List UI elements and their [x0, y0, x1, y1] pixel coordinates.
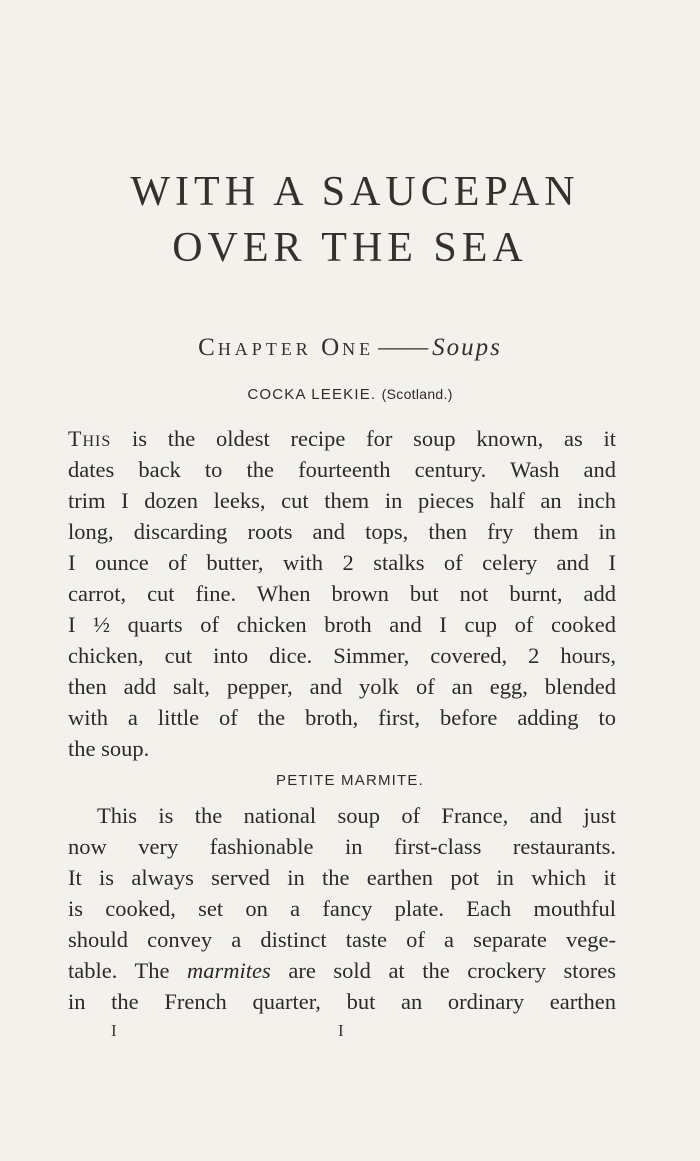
book-title-line-2: OVER THE SEA	[172, 225, 528, 271]
signature-mark: I	[111, 1021, 117, 1040]
text-line: dates back to the fourteenth century. Wash and	[68, 457, 616, 482]
text-line: should convey a distinct taste of a separate vege-	[68, 927, 616, 952]
chapter-number-rest: NE	[342, 339, 375, 359]
italic-term: marmites	[187, 958, 271, 983]
text-line: then add salt, pepper, and yolk of an egg, blended	[68, 674, 616, 699]
text-line: I ½ quarts of chicken broth and I cup of cooked	[68, 612, 616, 637]
chapter-dash: ——	[378, 334, 429, 361]
recipe-heading-petite-marmite	[0, 772, 700, 789]
text-line: It is always served in the earthen pot in which it	[68, 865, 616, 890]
recipe-body-petite-marmite	[68, 800, 616, 1017]
text-line: in the French quarter, but an ordinary earthen	[68, 989, 616, 1014]
lead-word: THIS	[68, 426, 112, 451]
text-line: is cooked, set on a fancy plate. Each mouthful	[68, 896, 616, 921]
recipe-body-cocka-leekie	[68, 423, 616, 764]
text-line: now very fashionable in first-class restaurants.	[68, 834, 616, 859]
chapter-word-initial: C	[198, 334, 218, 361]
chapter-heading	[0, 334, 700, 362]
text-line: the soup.	[68, 736, 150, 761]
text-line: with a little of the broth, first, before adding to	[68, 705, 616, 730]
page-number: I	[338, 1021, 344, 1040]
recipe-title: PETITE MARMITE.	[275, 772, 424, 789]
chapter-subject: Soups	[432, 334, 502, 361]
recipe-heading-cocka-leekie	[0, 386, 700, 403]
recipe-title: COCKA LEEKIE.	[247, 386, 377, 403]
text-line: table. The marmites are sold at the crockery stores	[68, 958, 617, 983]
chapter-number-initial: O	[321, 334, 343, 361]
chapter-word-rest: HAPTER	[217, 339, 312, 359]
text-line: chicken, cut into dice. Simmer, covered, 2 hours,	[68, 643, 616, 668]
text-line: THIS is the oldest recipe for soup known, as it	[68, 426, 616, 451]
book-title-line-1: WITH A SAUCEPAN	[130, 169, 580, 215]
text-line: carrot, cut fine. When brown but not burnt, add	[68, 581, 616, 606]
text-line: This is the national soup of France, and just	[97, 803, 616, 828]
text-line: trim I dozen leeks, cut them in pieces half an inch	[68, 488, 616, 513]
recipe-origin: (Scotland.)	[381, 386, 453, 402]
text-line: I ounce of butter, with 2 stalks of celery and I	[68, 550, 616, 575]
text-line: long, discarding roots and tops, then fry them in	[68, 519, 616, 544]
